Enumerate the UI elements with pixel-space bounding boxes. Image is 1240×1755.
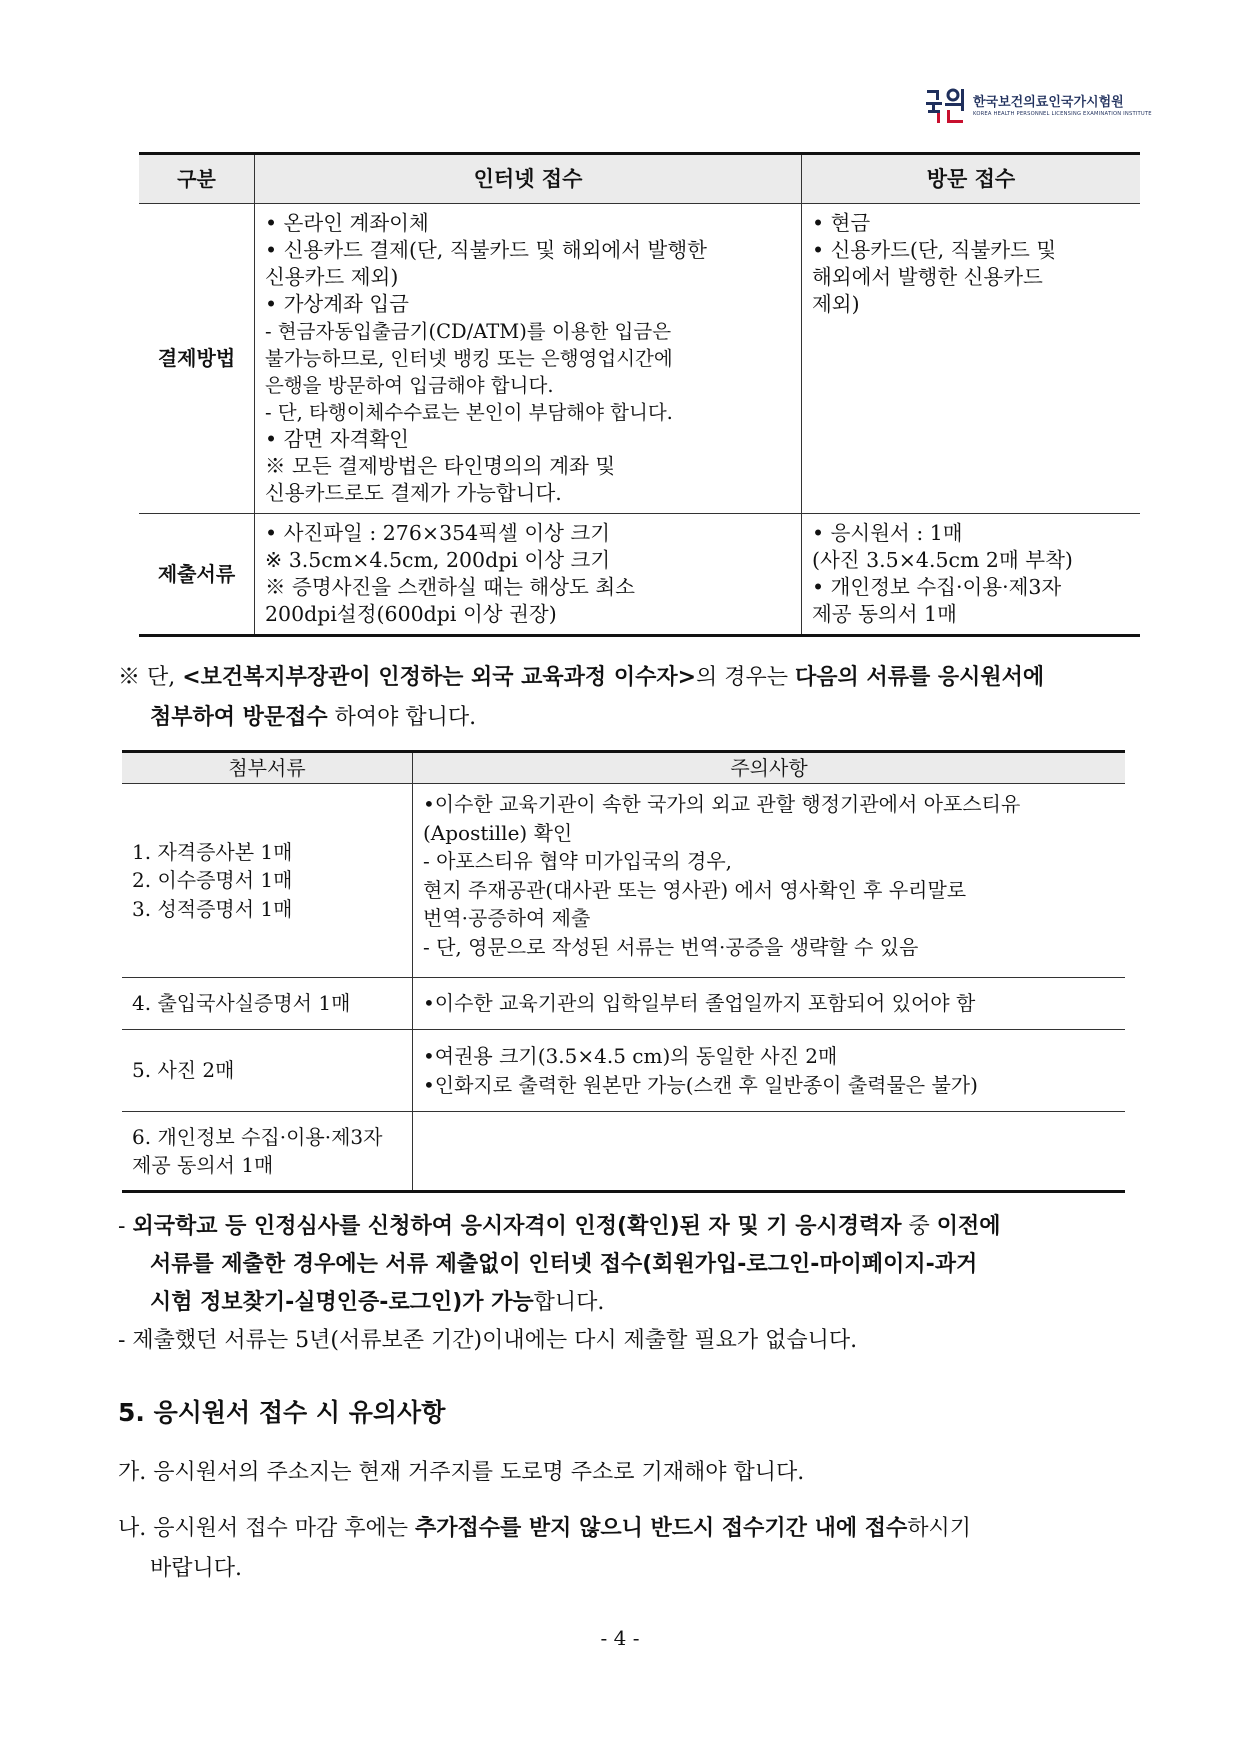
list-item: • 현금 — [812, 211, 871, 235]
list-item: (사진 3.5×4.5cm 2매 부착) — [812, 548, 1073, 572]
table-row — [139, 204, 1140, 514]
docs-cell — [122, 978, 413, 1030]
note-line-2 — [118, 698, 1144, 738]
list-item: 현지 주재공관(대사관 또는 영사관) 에서 영사확인 후 우리말로 — [423, 877, 967, 902]
para-text: 나. 응시원서 접수 마감 후에는 — [118, 1516, 415, 1541]
para-dash: - — [118, 1214, 133, 1239]
list-item: • 응시원서 : 1매 — [812, 521, 963, 545]
list-item: 불가능하므로, 인터넷 뱅킹 또는 은행영업시간에 — [265, 347, 673, 370]
table-row — [139, 514, 1140, 636]
notes-cell — [413, 784, 1126, 978]
notes-cell — [413, 978, 1126, 1030]
docs-cell — [122, 784, 413, 978]
list-item: •여권용 크기(3.5×4.5 cm)의 동일한 사진 2매 — [423, 1044, 838, 1068]
note-emphasis: 다음의 서류를 응시원서에 — [795, 665, 1045, 690]
notes-cell — [413, 1030, 1126, 1112]
notes-cell — [413, 1112, 1126, 1192]
list-item: ※ 3.5cm×4.5cm, 200dpi 이상 크기 — [265, 548, 611, 572]
page-number: - 4 - — [600, 1626, 640, 1650]
note-prefix: ※ 단, — [118, 665, 183, 690]
header-category: 구분 — [139, 154, 255, 204]
attachment-table — [122, 750, 1125, 1193]
payment-visit-cell — [802, 204, 1141, 514]
list-item: 3. 성적증명서 1매 — [132, 896, 293, 921]
list-item: 제공 동의서 1매 — [812, 602, 957, 626]
section5-item-a — [118, 1453, 1148, 1493]
table-row — [122, 978, 1125, 1030]
header-internet: 인터넷 접수 — [255, 154, 802, 204]
para-text: 합니다. — [533, 1290, 605, 1315]
para-text: 하시기 — [907, 1516, 971, 1541]
para-emphasis: 이전에 — [936, 1214, 1001, 1239]
docs-cell — [122, 1030, 413, 1112]
list-item: • 온라인 계좌이체 — [265, 211, 429, 235]
table-row — [122, 1030, 1125, 1112]
list-item: 1. 자격증사본 1매 — [132, 839, 293, 864]
list-item: 은행을 방문하여 입금해야 합니다. — [265, 374, 554, 397]
note-line-1 — [118, 658, 1144, 698]
para-emphasis: 시험 정보찾기-실명인증-로그인)가 가능 — [150, 1290, 534, 1315]
row-label-payment: 결제방법 — [139, 204, 255, 514]
list-item: 해외에서 발행한 신용카드 — [812, 265, 1043, 289]
recognition-paragraph — [118, 1208, 1148, 1360]
list-item: • 감면 자격확인 — [265, 427, 409, 451]
list-item: • 신용카드(단, 직불카드 및 — [812, 238, 1057, 262]
list-item: (Apostille) 확인 — [423, 820, 573, 845]
org-logo — [925, 86, 1152, 126]
documents-visit-cell — [802, 514, 1141, 636]
list-item: •이수한 교육기관이 속한 국가의 외교 관할 행정기관에서 아포스티유 — [423, 792, 1021, 816]
table-row — [122, 784, 1125, 978]
note-text: 하여야 합니다. — [327, 705, 477, 730]
list-item: 제공 동의서 1매 — [132, 1153, 274, 1177]
list-item: 6. 개인정보 수집·이용·제3자 — [132, 1124, 383, 1149]
list-item: 200dpi설정(600dpi 이상 권장) — [265, 602, 557, 626]
documents-internet-cell — [255, 514, 802, 636]
section-title: 5. 응시원서 접수 시 유의사항 — [118, 1398, 446, 1427]
para-line: 바랍니다. — [150, 1556, 243, 1581]
list-item: - 단, 타행이체수수료는 본인이 부담해야 합니다. — [265, 401, 673, 424]
para-text: 중 — [901, 1214, 937, 1239]
list-item: •이수한 교육기관의 입학일부터 졸업일까지 포함되어 있어야 함 — [423, 991, 976, 1016]
list-item: 번역·공증하여 제출 — [423, 906, 591, 930]
org-name: 한국보건의료인국가시험원 — [973, 95, 1124, 110]
foreign-graduate-note — [118, 658, 1144, 738]
para-line — [118, 1509, 1148, 1549]
list-item: - 아포스티유 협약 미가입국의 경우, — [423, 849, 733, 873]
list-item: •인화지로 출력한 원본만 가능(스캔 후 일반종이 출력물은 불가) — [423, 1072, 978, 1097]
docs-cell — [122, 1112, 413, 1192]
note-text: 의 경우는 — [696, 665, 796, 690]
note-emphasis: 첨부하여 방문접수 — [150, 705, 328, 730]
para-line: 가. 응시원서의 주소지는 현재 거주지를 도로명 주소로 기재해야 합니다. — [118, 1460, 805, 1485]
list-item: - 단, 영문으로 작성된 서류는 번역·공증을 생략할 수 있음 — [423, 934, 919, 959]
list-item: ※ 모든 결제방법은 타인명의의 계좌 및 — [265, 454, 616, 478]
list-item: 제외) — [812, 292, 860, 316]
list-item: 신용카드 제외) — [265, 265, 399, 289]
list-item: • 사진파일 : 276×354픽셀 이상 크기 — [265, 521, 611, 545]
list-item: • 개인정보 수집·이용·제3자 — [812, 575, 1062, 599]
header-attachments: 첨부서류 — [122, 752, 413, 784]
header-visit: 방문 접수 — [802, 154, 1141, 204]
note-emphasis: <보건복지부장관이 인정하는 외국 교육과정 이수자> — [182, 665, 697, 690]
list-item: ※ 증명사진을 스캔하실 때는 해상도 최소 — [265, 575, 635, 599]
para-line — [118, 1246, 1148, 1284]
para-line — [118, 1284, 1148, 1322]
org-name-english: KOREA HEALTH PERSONNEL LICENSING EXAMINATION INSTITUTE — [973, 111, 1152, 117]
list-item: • 가상계좌 입금 — [265, 292, 409, 316]
para-emphasis: 추가접수를 받지 않으니 반드시 접수기간 내에 접수 — [414, 1516, 908, 1541]
list-item: 4. 출입국사실증명서 1매 — [132, 991, 351, 1016]
header-notes: 주의사항 — [413, 752, 1126, 784]
para-emphasis: 서류를 제출한 경우에는 서류 제출없이 인터넷 접수(회원가입-로그인-마이페이지-과거 — [150, 1252, 978, 1277]
org-logo-icon — [925, 86, 967, 126]
table-row — [122, 1112, 1125, 1192]
list-item: 신용카드로도 결제가 가능합니다. — [265, 481, 562, 505]
para-line: - 제출했던 서류는 5년(서류보존 기간)이내에는 다시 제출할 필요가 없습니다. — [118, 1328, 858, 1353]
para-line — [118, 1208, 1148, 1246]
list-item: • 신용카드 결제(단, 직불카드 및 해외에서 발행한 — [265, 238, 707, 262]
section5-item-b — [118, 1509, 1148, 1589]
payment-method-table — [139, 152, 1140, 637]
payment-internet-cell — [255, 204, 802, 514]
list-item: - 현금자동입출금기(CD/ATM)를 이용한 입금은 — [265, 320, 672, 343]
list-item: 5. 사진 2매 — [132, 1058, 235, 1083]
list-item: 2. 이수증명서 1매 — [132, 868, 293, 893]
table-header-row — [139, 154, 1140, 204]
row-label-documents: 제출서류 — [139, 514, 255, 636]
table-header-row — [122, 752, 1125, 784]
para-emphasis: 외국학교 등 인정심사를 신청하여 응시자격이 인정(확인)된 자 및 기 응시경력자 — [132, 1214, 902, 1239]
